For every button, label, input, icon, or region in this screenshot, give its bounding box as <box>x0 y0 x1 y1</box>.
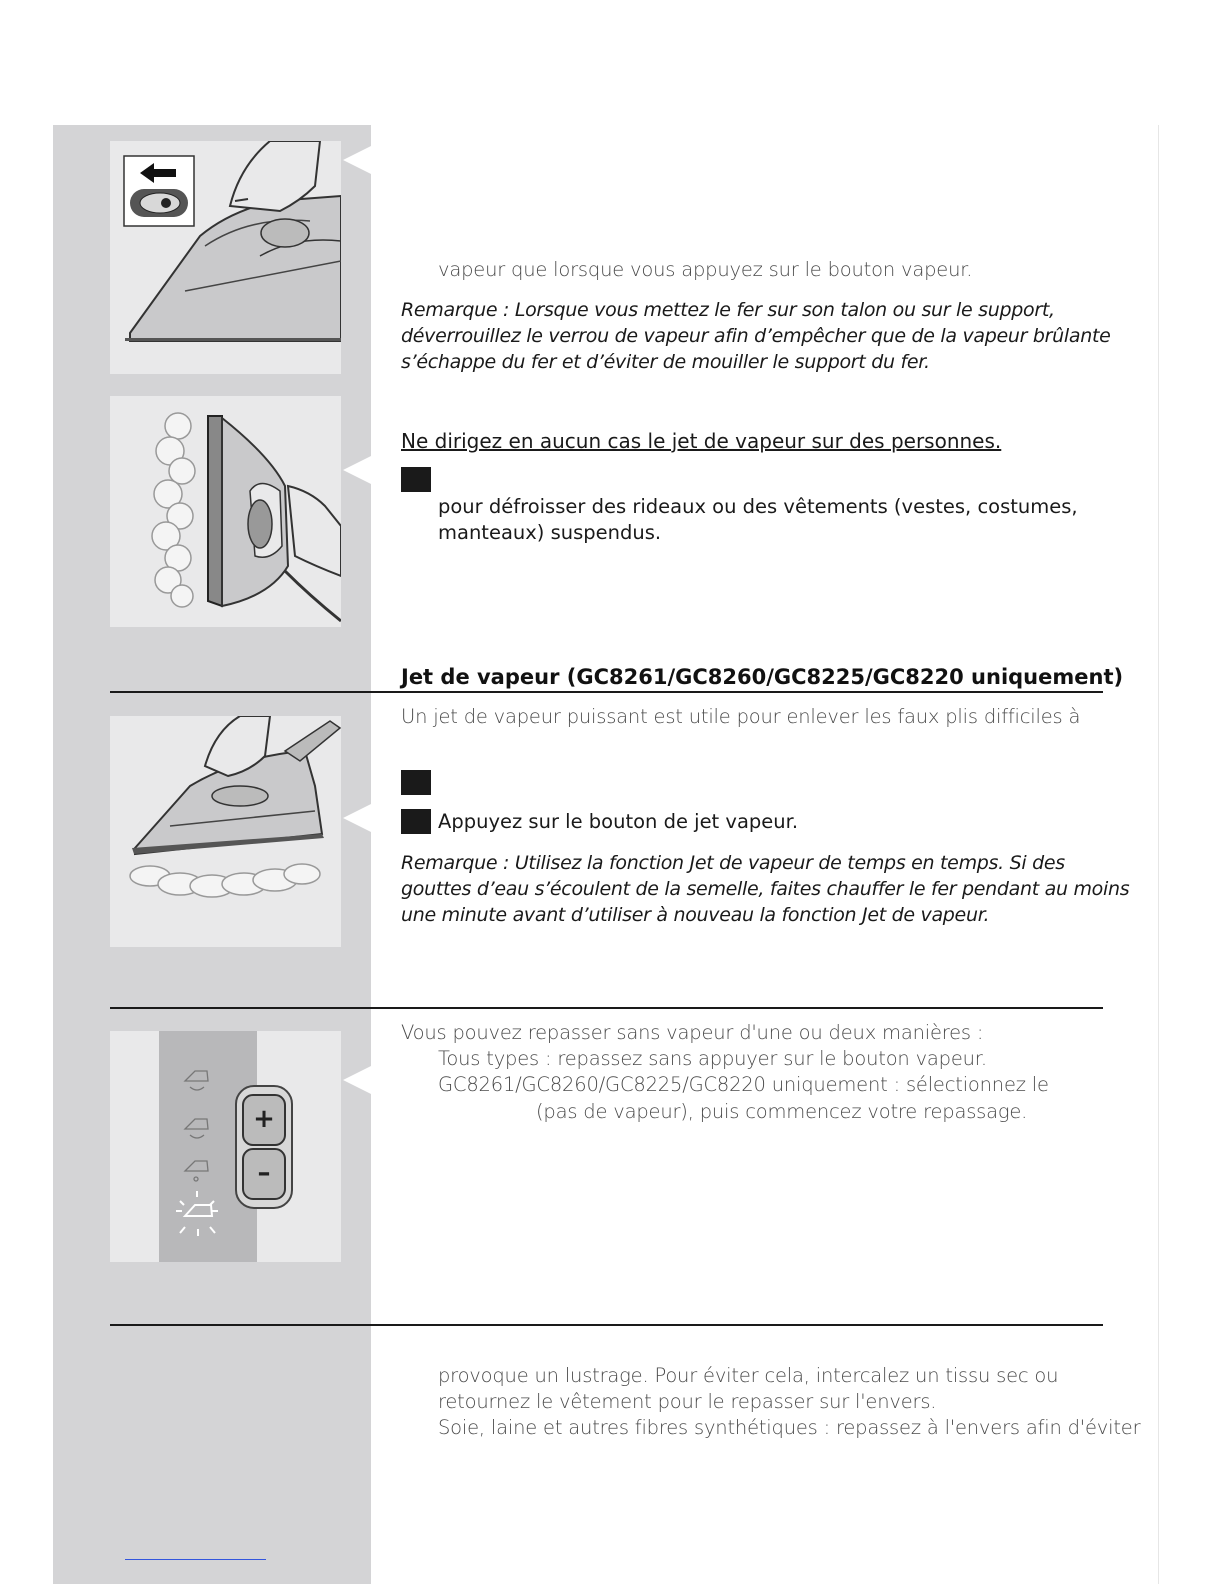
step-number-box <box>401 770 431 795</box>
dry-ironing-intro: Vous pouvez repasser sans vapeur d'une ou deux manières : <box>401 1021 984 1044</box>
shot-of-steam-illustration-icon <box>110 716 341 947</box>
steam-lock-note-2: déverrouillez le verrou de vapeur afin d’empêcher que de la vapeur brûlante <box>401 325 1111 347</box>
tips-line-3: Soie, laine et autres fibres synthétiques : repassez à l'envers afin d'éviter <box>438 1416 1141 1439</box>
warning-text: Ne dirigez en aucun cas le jet de vapeur sur des personnes. <box>401 429 1002 453</box>
steam-lock-text: vapeur que lorsque vous appuyez sur le bouton vapeur. <box>438 258 973 281</box>
image-pointer <box>343 146 371 174</box>
right-border-line <box>1158 125 1159 1584</box>
tips-line-2: retournez le vêtement pour le repasser sur l'envers. <box>438 1390 937 1413</box>
decrease-button-label: – <box>257 1158 271 1188</box>
shot-step-text: Appuyez sur le bouton de jet vapeur. <box>438 810 799 833</box>
vertical-steam-illustration-icon <box>110 396 341 627</box>
dry-ironing-option-2-cont: (pas de vapeur), puis commencez votre repassage. <box>536 1100 1028 1123</box>
section-divider <box>110 691 1103 693</box>
vertical-steam-line-1: pour défroisser des rideaux ou des vêtements (vestes, costumes, <box>438 495 1078 518</box>
step-number-box <box>401 467 431 492</box>
image-pointer <box>343 804 371 832</box>
tips-line-1: provoque un lustrage. Pour éviter cela, intercalez un tissu sec ou <box>438 1364 1059 1387</box>
dry-ironing-option-2: GC8261/GC8260/GC8225/GC8220 uniquement : sélectionnez le <box>438 1073 1049 1096</box>
link-underline[interactable] <box>125 1559 266 1560</box>
steam-lock-note-3: s’échappe du fer et d’éviter de mouiller le support du fer. <box>401 351 930 373</box>
shot-note-3: une minute avant d’utiliser à nouveau la fonction Jet de vapeur. <box>401 904 990 926</box>
shot-note-2: gouttes d’eau s’écoulent de la semelle, faites chauffer le fer pendant au moins <box>401 878 1130 900</box>
section-heading: Jet de vapeur (GC8261/GC8260/GC8225/GC8220 uniquement) <box>401 665 1124 689</box>
vertical-steam-line-2: manteaux) suspendus. <box>438 521 662 544</box>
steam-lock-note-1: Remarque : Lorsque vous mettez le fer sur son talon ou sur le support, <box>401 299 1055 321</box>
shot-intro-text: Un jet de vapeur puissant est utile pour enlever les faux plis difficiles à <box>401 705 1081 728</box>
steam-lock-illustration-icon <box>110 141 341 374</box>
increase-button-label: + <box>253 1104 275 1134</box>
image-pointer <box>343 456 371 484</box>
image-pointer <box>343 1066 371 1094</box>
section-divider <box>110 1324 1103 1326</box>
steam-control-panel-illustration-icon <box>110 1031 341 1262</box>
dry-ironing-option-1: Tous types : repassez sans appuyer sur le bouton vapeur. <box>438 1047 987 1070</box>
section-divider <box>110 1007 1103 1009</box>
shot-note-1: Remarque : Utilisez la fonction Jet de vapeur de temps en temps. Si des <box>401 852 1065 874</box>
step-number-box <box>401 809 431 834</box>
